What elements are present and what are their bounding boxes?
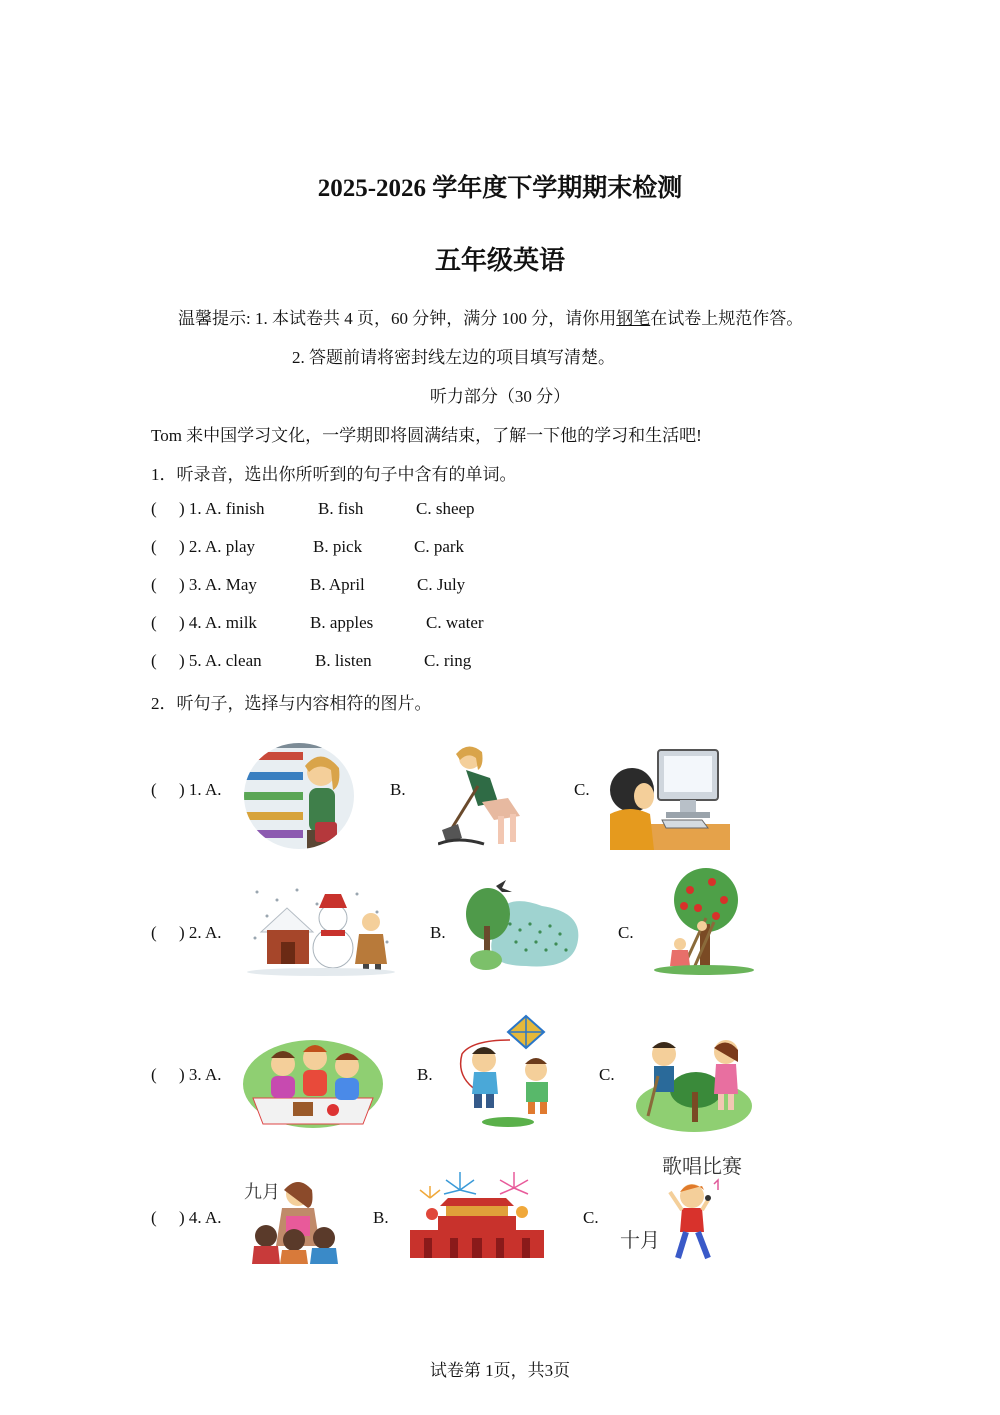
listening-section-title: 听力部分（30 分） xyxy=(429,387,571,406)
option-b-label: B. xyxy=(373,1208,389,1227)
answer-paren: ( xyxy=(151,499,157,518)
part1-heading: 1．听录音，选出你所听到的句子中含有的单词。 xyxy=(151,465,517,484)
option-b: B. fish xyxy=(318,499,364,518)
option-b-label: B. xyxy=(430,923,446,942)
tips-line-1-suffix: 在试卷上规范作答。 xyxy=(650,309,804,328)
option-c: C. July xyxy=(417,575,466,594)
part2-heading: 2．听句子，选择与内容相符的图片。 xyxy=(151,694,432,713)
option-a-label: ) 1. A. xyxy=(179,780,222,799)
page-footer: 试卷第 1页，共3页 xyxy=(429,1361,571,1380)
option-a-label: ) 3. A. xyxy=(179,1065,222,1084)
answer-paren: ( xyxy=(151,651,157,670)
teacher-day-icon xyxy=(252,1176,340,1264)
option-a: ) 5. A. clean xyxy=(179,651,262,670)
answer-paren: ( xyxy=(151,923,157,942)
option-c-label: C. xyxy=(574,780,590,799)
option-a-label: ) 4. A. xyxy=(179,1208,222,1227)
option-c: C. sheep xyxy=(416,499,475,518)
tips-line-2: 2. 答题前请将密封线左边的项目填写清楚。 xyxy=(292,348,615,367)
option-b-label: B. xyxy=(390,780,406,799)
tips-line-1-prefix: 温馨提示: 1. 本试卷共 4 页，60 分钟，满分 100 分，请你用 xyxy=(178,309,617,328)
answer-paren: ( xyxy=(151,780,157,799)
option-a: ) 3. A. May xyxy=(179,575,257,594)
exam-subtitle: 五年级英语 xyxy=(434,246,565,276)
tips-line-1 xyxy=(178,304,803,329)
answer-paren: ( xyxy=(151,1208,157,1227)
option-a: ) 4. A. milk xyxy=(179,613,257,632)
national-day-icon xyxy=(410,1168,544,1260)
option-b: B. listen xyxy=(315,651,372,670)
answer-paren: ( xyxy=(151,613,157,632)
answer-paren: ( xyxy=(151,1065,157,1084)
spring-swallow-icon xyxy=(466,870,582,976)
picnic-icon xyxy=(243,1028,383,1128)
singing-contest-icon xyxy=(668,1178,728,1264)
option-a: ) 2. A. play xyxy=(179,537,256,556)
option-c-label: C. xyxy=(618,923,634,942)
option-c: C. water xyxy=(426,613,484,632)
option-c-label: C. xyxy=(583,1208,599,1227)
october-label: 十月 xyxy=(620,1228,660,1252)
intro-text: Tom 来中国学习文化，一学期即将圆满结束，了解一下他的学习和生活吧! xyxy=(151,426,702,445)
option-c-label: C. xyxy=(599,1065,615,1084)
tree-planting-icon xyxy=(634,1036,754,1132)
shopping-girl-icon xyxy=(243,742,355,850)
digging-girl-icon xyxy=(438,742,526,848)
option-b: B. pick xyxy=(313,537,363,556)
answer-paren: ( xyxy=(151,537,157,556)
singing-contest-label: 歌唱比赛 xyxy=(662,1154,742,1178)
september-label: 九月 xyxy=(244,1182,280,1203)
option-b: B. apples xyxy=(310,613,374,632)
exam-title: 2025-2026 学年度下学期期末检测 xyxy=(317,175,683,202)
kite-flying-icon xyxy=(452,1010,564,1128)
tips-underlined-word: 钢笔 xyxy=(616,309,651,328)
option-b-label: B. xyxy=(417,1065,433,1084)
option-c: C. ring xyxy=(424,651,472,670)
answer-paren: ( xyxy=(151,575,157,594)
apple-tree-icon xyxy=(654,866,756,976)
option-b: B. April xyxy=(310,575,365,594)
option-c: C. park xyxy=(414,537,465,556)
winter-snowman-icon xyxy=(247,882,395,976)
option-a: ) 1. A. finish xyxy=(179,499,265,518)
computer-boy-icon xyxy=(610,748,730,850)
option-a-label: ) 2. A. xyxy=(179,923,222,942)
